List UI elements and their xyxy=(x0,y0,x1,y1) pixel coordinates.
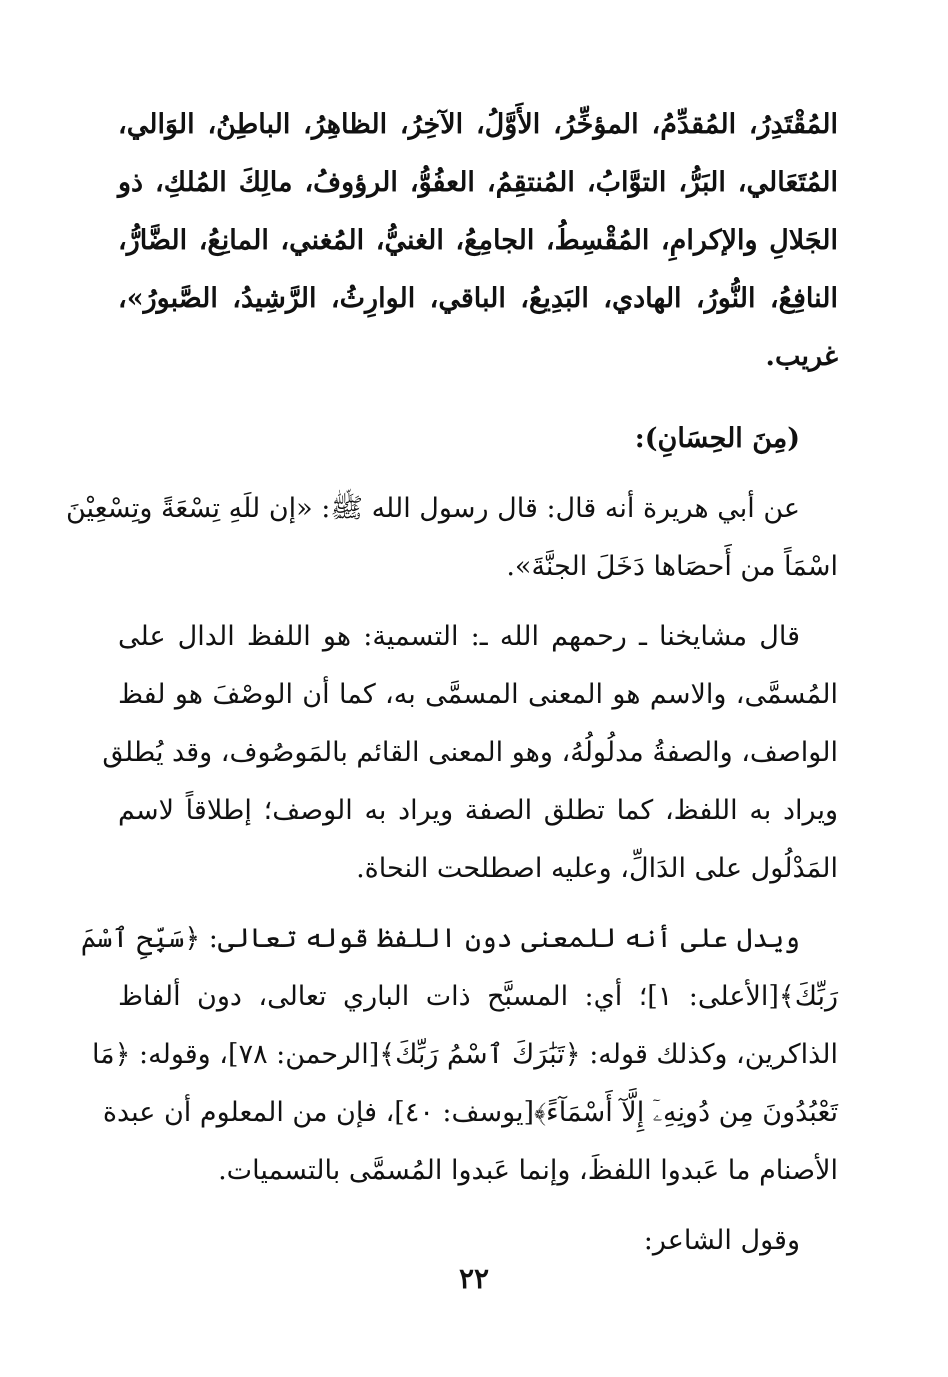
text-line: غريب. xyxy=(765,341,838,372)
evidence-paragraph xyxy=(80,910,839,1200)
definition-paragraph xyxy=(102,608,838,898)
text-line: قال مشايخنا ـ رحمهم الله ـ: التسمية: هو اللفظ الدال على xyxy=(118,621,800,652)
text-line: الذاكرين، وكذلك قوله: ﴿تَبَٰرَكَ ٱسْمُ رَبِّكَ﴾[الرحمن: ٧٨]، وقوله: ﴿مَا xyxy=(91,1039,838,1070)
text-line: ويراد به اللفظ، كما تطلق الصفة ويراد به الوصف؛ إطلاقاً لاسم xyxy=(118,795,838,826)
text-line: الجَلالِ والإكرامِ، المُقْسِطُ، الجامِعُ، الغنيُّ، المُغني، المانِعُ، الضَّارُّ، xyxy=(118,225,838,256)
text-line: المُتَعَالي، البَرُّ، التوَّابُ، المُنتقِمُ، العفُوُّ، الرؤوفُ، مالِكَ المُلكِ، ذو xyxy=(118,167,838,198)
text-line: المَدْلُول على الدَالِّ، وعليه اصطلحت النحاة. xyxy=(356,853,838,884)
text-line: المُسمَّى، والاسم هو المعنى المسمَّى به، كما أن الوصْفَ هو لفظ xyxy=(118,679,838,710)
text-line: الأصنام ما عَبدوا اللفظَ، وإنما عَبدوا المُسمَّى بالتسميات. xyxy=(218,1155,838,1186)
page-number: ٢٢ xyxy=(458,1262,490,1295)
text-line: ويدل على أنه للمعنى دون اللفظ قوله تعالى: ﴿سَبِّحِ ٱسْمَ xyxy=(80,923,800,954)
text-line: النافِعُ، النُّورُ، الهادي، البَدِيعُ، الباقي، الوارِثُ، الرَّشِيدُ، الصَّبورُ»، xyxy=(118,283,838,314)
page-body xyxy=(66,96,839,1270)
text-line: وقول الشاعر: xyxy=(643,1225,800,1256)
text-line: المُقْتَدِرُ، المُقدِّمُ، المؤخِّرُ، الأَوَّلُ، الآخِرُ، الظاهِرُ، الباطِنُ، الوَالي، xyxy=(118,109,838,140)
text-line: عن أبي هريرة أنه قال: قال رسول الله ﷺ: «إن للَهِ تِسْعَةً وتِسْعِيْنَ xyxy=(66,493,800,524)
text-line: اسْمَاً من أَحصَاها دَخَلَ الجنَّةَ». xyxy=(506,551,838,582)
text-line: رَبِّكَ﴾[الأعلى: ١]؛ أي: المسبَّح ذات الباري تعالى، دون ألفاظ xyxy=(118,981,839,1012)
names-block xyxy=(118,96,838,386)
hadith-paragraph xyxy=(66,480,838,596)
text-line: الواصف، والصفةُ مدلُولُهُ، وهو المعنى القائم بالمَوصُوف، وقد يُطلق xyxy=(102,737,838,768)
section-heading: (مِنَ الحِسَانِ): xyxy=(634,423,800,454)
text-line: تَعْبُدُونَ مِن دُونِهِۦٓ إِلَّآ أَسْمَآءً﴾[يوسف: ٤٠]، فإن من المعلوم أن عبدة xyxy=(102,1097,838,1128)
